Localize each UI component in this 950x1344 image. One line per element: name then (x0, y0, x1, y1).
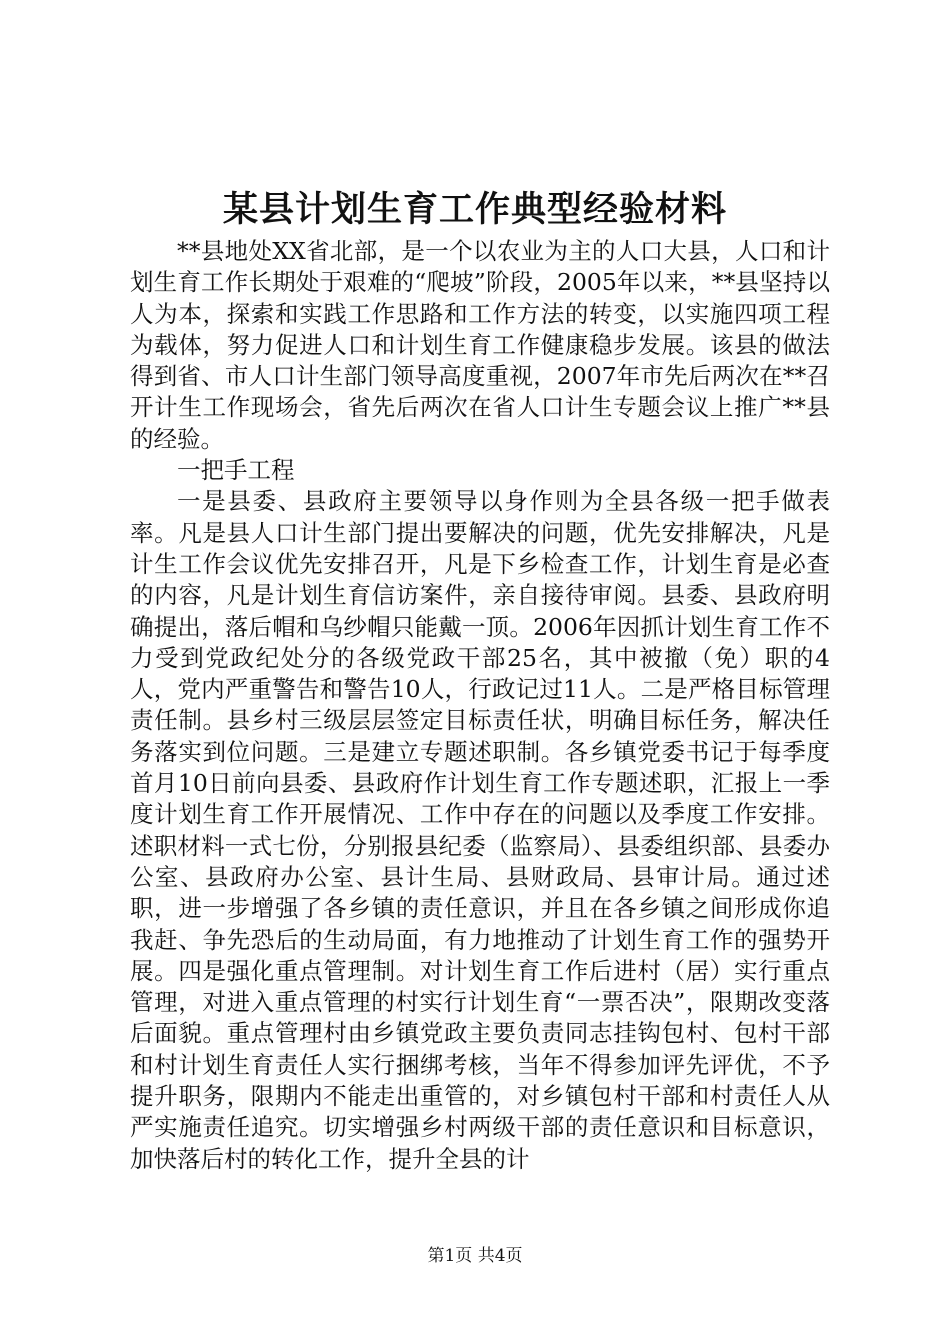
section-heading: 一把手工程 (177, 456, 295, 485)
body-paragraph: 一是县委、县政府主要领导以身作则为全县各级一把手做表率。凡是县人口计生部门提出要解决的问题，优先安排解决，凡是计生工作会议优先安排召开，凡是下乡检查工作，计划生育是必查的内容，凡是计划生育信访案件，亲自接待审阅。县委、县政府明确提出，落后帽和乌纱帽只能戴一顶。2006年因抓计划生育工作不力受到党政纪处分的各级党政干部25名，其中被撤（免）职的4人，党内严重警告和警告10人，行政记过11人。二是严格目标管理责任制。县乡村三级层层签定目标责任状，明确目标任务，解决任务落实到位问题。三是建立专题述职制。各乡镇党委书记于每季度首月10日前向县委、县政府作计划生育工作专题述职，汇报上一季度计划生育工作开展情况、工作中存在的问题以及季度工作安排。述职材料一式七份，分别报县纪委（监察局）、县委组织部、县委办公室、县政府办公室、县计生局、县财政局、县审计局。通过述职，进一步增强了各乡镇的责任意识，并且在各乡镇之间形成你追我赶、争先恐后的生动局面，有力地推动了计划生育工作的强势开展。四是强化重点管理制。对计划生育工作后进村（居）实行重点管理，对进入重点管理的村实行计划生育“一票否决”，限期改变落后面貌。重点管理村由乡镇党政主要负责同志挂钩包村、包村干部和村计划生育责任人实行捆绑考核，当年不得参加评先评优，不予提升职务，限期内不能走出重管的，对乡镇包村干部和村责任人从严实施责任追究。切实增强乡村两级干部的责任意识和目标意识，加快落后村的转化工作，提升全县的计 (130, 487, 830, 1173)
document-title: 某县计划生育工作典型经验材料 (222, 189, 727, 230)
page-number-footer: 第1页 共4页 (427, 1246, 523, 1266)
intro-paragraph: **县地处XX省北部，是一个以农业为主的人口大县，人口和计划生育工作长期处于艰难的“爬坡”阶段，2005年以来，**县坚持以人为本，探索和实践工作思路和工作方法的转变，以实施四项工程为载体，努力促进人口和计划生育工作健康稳步发展。该县的做法得到省、市人口计生部门领导高度重视，2007年市先后两次在**召开计生工作现场会，省先后两次在省人口计生专题会议上推广**县的经验。 (130, 237, 830, 453)
document-body (130, 236, 830, 1175)
